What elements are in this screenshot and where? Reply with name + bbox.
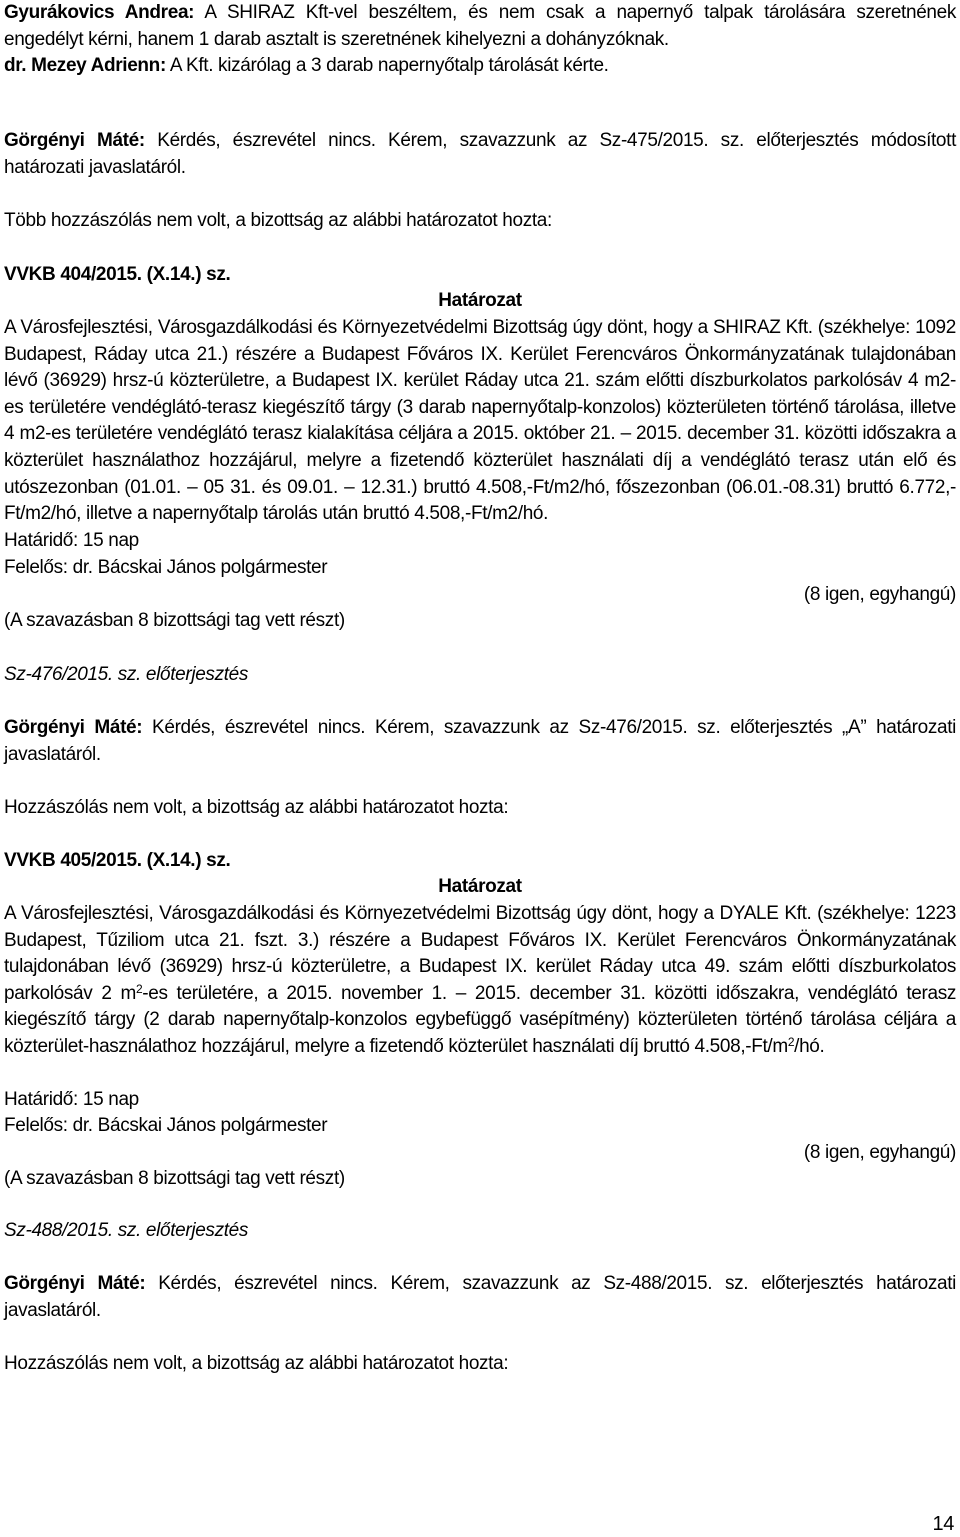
decision-intro-2: Hozzászólás nem volt, a bizottság az alábbi határozatot hozta: bbox=[4, 797, 509, 818]
vote-participants: (A szavazásban 8 bizottsági tag vett részt) bbox=[4, 1168, 345, 1189]
body-text: -es területére, a 2015. november 1. – 2015. december 31. közötti időszakra, vendéglátó terasz kiegészítő tárgy (2 darab napernyőtalp-konzolos egybefüggő vasépítmény) közterületen történő tárolása céljára a közterület-használathoz hozzájárul, melyre a fizetendő közterület használati díj bruttó 4.508,-Ft/m bbox=[4, 982, 957, 1057]
vote-result: (8 igen, egyhangú) bbox=[803, 584, 956, 605]
body-text: A Városfejlesztési, Városgazdálkodási és Környezetvédelmi Bizottság úgy dönt, hogy a DYALE Kft. (székhelye: 1223 Budapest, Tűziliom utca 21. fszt. 3.) részére a Budapest Főváros IX. Kerület Ferencváros Önkormányzatának tulajdonában lévő (36929) hrsz-ú közterületre, a Budapest IX. kerület Ráday utca 49. szám előtti díszburkolatos parkolósáv 2 m bbox=[4, 903, 956, 1004]
speaker-name: Gyurákovics Andrea: bbox=[4, 2, 195, 23]
superscript: 2 bbox=[787, 1034, 795, 1049]
speech-text: Kérdés, észrevétel nincs. Kérem, szavazzunk az Sz-488/2015. sz. előterjesztés határozati javaslatáról. bbox=[4, 1273, 957, 1321]
proposal-title-476: Sz-476/2015. sz. előterjesztés bbox=[4, 664, 249, 685]
resolution-heading: Határozat bbox=[438, 876, 522, 897]
page-number: 14 bbox=[932, 1513, 954, 1535]
speech-gorgenyi-488 bbox=[4, 1271, 956, 1324]
speech-text: Kérdés, észrevétel nincs. Kérem, szavazzunk az Sz-476/2015. sz. előterjesztés „A” határozati javaslatáról. bbox=[4, 717, 957, 765]
speech-text: A Kft. kizárólag a 3 darab napernyőtalp tárolását kérte. bbox=[169, 55, 609, 76]
resolution-responsible: Felelős: dr. Bácskai János polgármester bbox=[4, 557, 328, 578]
resolution-number: VVKB 404/2015. (X.14.) sz. bbox=[4, 264, 231, 285]
speech-text: Kérdés, észrevétel nincs. Kérem, szavazzunk az Sz-475/2015. sz. előterjesztés módosított határozati javaslatáról. bbox=[4, 130, 956, 178]
speech-gorgenyi-476 bbox=[4, 715, 956, 768]
speaker-name: Görgényi Máté: bbox=[4, 1273, 146, 1294]
resolution-deadline: Határidő: 15 nap bbox=[4, 530, 139, 551]
speech-mezey bbox=[4, 53, 956, 80]
vote-result: (8 igen, egyhangú) bbox=[803, 1142, 956, 1163]
speech-text: A SHIRAZ Kft-vel beszéltem, és nem csak a napernyő talpak tárolására szeretnének engedélyt kérni, hanem 1 darab asztalt is szeretnének kihelyezni a dohányzóknak. bbox=[4, 2, 957, 50]
speech-gorgenyi-475 bbox=[4, 128, 956, 181]
resolution-number: VVKB 405/2015. (X.14.) sz. bbox=[4, 850, 231, 871]
body-text: /hó. bbox=[794, 1035, 825, 1057]
resolution-body: A Városfejlesztési, Városgazdálkodási és Környezetvédelmi Bizottság úgy dönt, hogy a SHIRAZ Kft. (székhelye: 1092 Budapest, Ráday utca 21.) részére a Budapest Főváros IX. Kerület Ferencváros Önkormányzatának tulajdonában lévő (36929) hrsz-ú közterületre, a Budapest IX. kerület Ráday utca 21. szám előtti díszburkolatos parkolósáv 4 m2-es területére vendéglátó-terasz kiegészítő tárgy (3 darab napernyőtalp-konzolos) közterületen történő tárolása, illetve 4 m2-es területére vendéglátó terasz kialakítása céljára a 2015. október 21. – 2015. december 31. közötti időszakra a közterület használathoz hozzájárul, melyre a fizetendő közterület használati díj a vendéglátó terasz után elő és utószezonban (01.01. – 05 31. és 09.01. – 12.31.) bruttó 4.508,-Ft/m2/hó, főszezonban (06.01.-08.31) bruttó 6.772,-Ft/m2/hó, illetve a napernyőtalp tárolás után bruttó 4.508,-Ft/m2/hó. bbox=[4, 317, 956, 525]
speech-gyurakovics bbox=[4, 0, 956, 53]
speaker-name: dr. Mezey Adrienn: bbox=[4, 55, 166, 76]
speaker-name: Görgényi Máté: bbox=[4, 130, 145, 151]
resolution-responsible: Felelős: dr. Bácskai János polgármester bbox=[4, 1115, 328, 1136]
superscript: 2 bbox=[135, 981, 143, 996]
decision-intro-3: Hozzászólás nem volt, a bizottság az alábbi határozatot hozta: bbox=[4, 1353, 509, 1374]
vote-participants: (A szavazásban 8 bizottsági tag vett részt) bbox=[4, 610, 345, 631]
proposal-title-488: Sz-488/2015. sz. előterjesztés bbox=[4, 1220, 249, 1241]
decision-intro-1: Több hozzászólás nem volt, a bizottság az alábbi határozatot hozta: bbox=[4, 210, 552, 231]
resolution-body bbox=[4, 901, 956, 1061]
resolution-heading: Határozat bbox=[438, 290, 522, 311]
speaker-name: Görgényi Máté: bbox=[4, 717, 143, 738]
resolution-deadline: Határidő: 15 nap bbox=[4, 1089, 139, 1110]
